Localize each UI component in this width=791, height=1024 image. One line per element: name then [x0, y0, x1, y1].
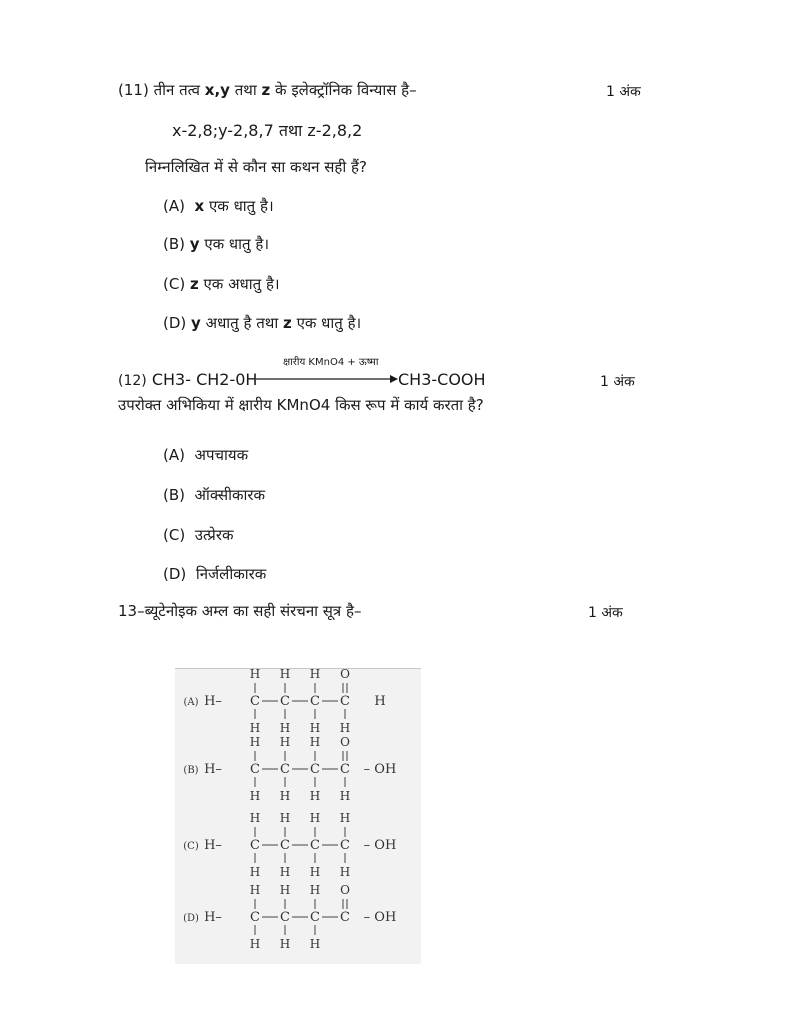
q12-option-d	[163, 564, 266, 584]
option-label: (C)	[163, 526, 186, 544]
option-text2: एक धातु है।	[296, 314, 362, 332]
option-text: अपचायक	[194, 446, 249, 464]
hydrogen-atom: H	[279, 811, 291, 825]
hydrogen-atom: H	[249, 937, 261, 951]
q11-stem-text: तीन तत्व	[153, 81, 200, 99]
carbon-atom: C	[250, 838, 260, 853]
hydrogen-atom: H	[309, 669, 321, 681]
q12-option-c	[163, 525, 234, 545]
carbon-atom: C	[340, 910, 350, 925]
structure-label: (A)	[183, 697, 199, 708]
structure-right-group: H	[374, 694, 386, 709]
carbon-atom: C	[250, 694, 260, 709]
hydrogen-atom: H	[309, 883, 321, 897]
q11-electronic-config: x-2,8;y-2,8,7 तथा z-2,8,2	[172, 121, 363, 140]
carbon-atom: C	[340, 838, 350, 853]
carbon-atom: C	[340, 762, 350, 777]
structure-label: (C)	[183, 841, 199, 852]
carbon-atom: C	[310, 762, 320, 777]
option-var: x	[194, 197, 205, 215]
q11-stem2: तथा	[234, 81, 257, 99]
carbon-atom: C	[280, 762, 290, 777]
option-var2: z	[283, 314, 292, 332]
structure-options-image	[175, 668, 421, 964]
hydrogen-atom: H	[279, 883, 291, 897]
structure-right-group: – OH	[363, 762, 397, 777]
hydrogen-atom: H	[249, 865, 261, 879]
carbon-atom: C	[310, 694, 320, 709]
hydrogen-atom: H	[249, 721, 261, 735]
q11-stem	[118, 80, 417, 100]
hydrogen-atom: H	[249, 669, 261, 681]
structure-left-group: H–	[204, 762, 222, 777]
option-text: निर्जलीकारक	[195, 565, 267, 583]
option-label: (B)	[163, 235, 185, 253]
q11-marks: 1 अंक	[606, 84, 641, 100]
structure-left-group: H–	[204, 838, 222, 853]
structure-left-group: H–	[204, 694, 222, 709]
structure-left-group: H–	[204, 910, 222, 925]
carbon-atom: C	[310, 910, 320, 925]
q11-var-z: z	[261, 81, 271, 99]
hydrogen-atom: H	[309, 721, 321, 735]
hydrogen-atom: H	[309, 937, 321, 951]
structure-label: (D)	[183, 913, 199, 924]
oxygen-atom: O	[340, 669, 350, 681]
reaction-arrow	[256, 372, 398, 386]
option-label: (A)	[163, 446, 185, 464]
hydrogen-atom: H	[279, 669, 291, 681]
option-label: (D)	[163, 314, 187, 332]
option-text: एक धातु है।	[208, 197, 274, 215]
q12-reaction	[118, 370, 257, 389]
carbon-atom: C	[280, 910, 290, 925]
option-var: y	[189, 235, 200, 253]
hydrogen-atom: H	[339, 721, 351, 735]
hydrogen-atom: H	[279, 735, 291, 749]
structure-right-group: – OH	[363, 838, 397, 853]
option-text: एक अधातु है।	[203, 275, 280, 293]
hydrogen-atom: H	[339, 865, 351, 879]
hydrogen-atom: H	[309, 789, 321, 803]
carbon-atom: C	[340, 694, 350, 709]
q13-marks: 1 अंक	[588, 605, 623, 621]
option-label: (B)	[163, 486, 185, 504]
hydrogen-atom: H	[249, 735, 261, 749]
q12-option-b	[163, 485, 265, 505]
option-label: (C)	[163, 275, 186, 293]
q12-question	[118, 395, 484, 415]
q12-reaction-condition: क्षारीय KMnO4 + ऊष्मा	[283, 357, 379, 368]
option-text: ऑक्सीकारक	[194, 486, 266, 504]
q11-number: (11)	[118, 81, 149, 99]
q12-question-c: किस रूप में कार्य करता है?	[335, 396, 484, 414]
hydrogen-atom: H	[309, 865, 321, 879]
q12-number: (12)	[118, 373, 147, 389]
hydrogen-atom: H	[279, 721, 291, 735]
q11-option-c	[163, 274, 280, 294]
hydrogen-atom: H	[279, 937, 291, 951]
oxygen-atom: O	[340, 883, 350, 897]
q11-option-a	[163, 196, 274, 216]
option-label: (A)	[163, 197, 185, 215]
hydrogen-atom: H	[309, 811, 321, 825]
option-label: (D)	[163, 565, 187, 583]
hydrogen-atom: H	[309, 735, 321, 749]
carbon-atom: C	[250, 762, 260, 777]
q12-marks: 1 अंक	[600, 374, 635, 390]
hydrogen-atom: H	[249, 811, 261, 825]
carbon-atom: C	[250, 910, 260, 925]
q11-question: निम्नलिखित में से कौन सा कथन सही हैं?	[145, 158, 367, 176]
hydrogen-atom: H	[249, 789, 261, 803]
option-var: y	[191, 314, 201, 332]
q11-option-d	[163, 313, 361, 333]
q12-option-a	[163, 445, 248, 465]
hydrogen-atom: H	[249, 883, 261, 897]
hydrogen-atom: H	[279, 865, 291, 879]
q11-vars: x,y	[204, 81, 230, 99]
option-text: अधातु है तथा	[205, 314, 279, 332]
q11-option-b	[163, 234, 269, 254]
structure-label: (B)	[183, 765, 199, 776]
option-text: एक धातु है।	[204, 235, 270, 253]
q13-heading: 13–ब्यूटेनोइक अम्ल का सही संरचना सूत्र है–	[118, 602, 362, 620]
option-var: z	[189, 275, 199, 293]
structural-formulas	[175, 669, 421, 964]
q12-reactant: CH3- CH2-0H	[151, 370, 258, 389]
carbon-atom: C	[310, 838, 320, 853]
carbon-atom: C	[280, 838, 290, 853]
q12-question-b: KMnO4	[276, 396, 331, 414]
hydrogen-atom: H	[279, 789, 291, 803]
q11-stem3: के इलेक्ट्रॉनिक विन्यास है–	[275, 81, 417, 99]
structure-right-group: – OH	[363, 910, 397, 925]
hydrogen-atom: H	[339, 811, 351, 825]
option-text: उत्प्रेरक	[194, 526, 234, 544]
oxygen-atom: O	[340, 735, 350, 749]
q12-product: CH3-COOH	[398, 370, 486, 389]
hydrogen-atom: H	[339, 789, 351, 803]
carbon-atom: C	[280, 694, 290, 709]
q12-question-a: उपरोक्त अभिकिया में क्षारीय	[118, 396, 272, 414]
